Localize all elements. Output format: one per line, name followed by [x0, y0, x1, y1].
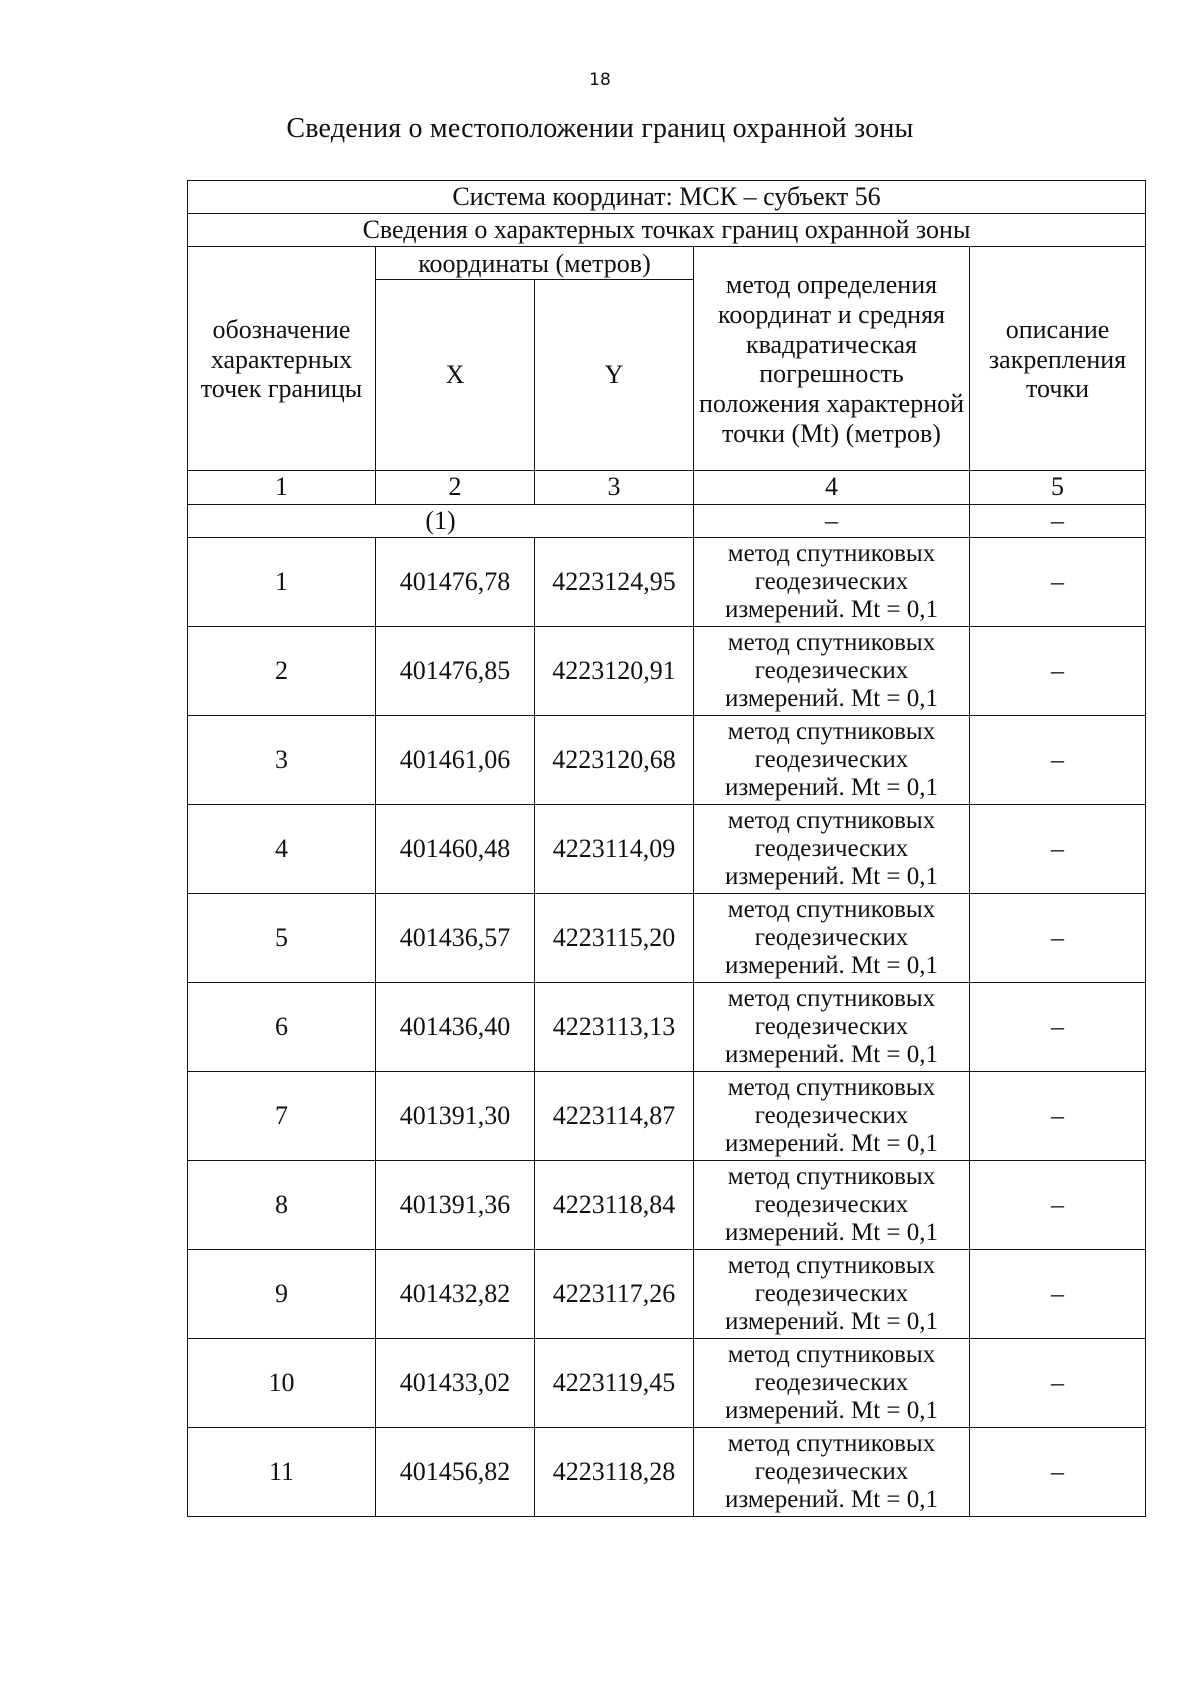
- table-row: [188, 715, 1146, 804]
- x-coordinate-cell: 401436,57: [376, 893, 535, 982]
- y-coordinate-cell: 4223118,28: [535, 1427, 694, 1516]
- point-number-cell: 5: [188, 893, 376, 982]
- description-cell: –: [970, 1249, 1146, 1338]
- boundary-points-table: [187, 180, 1146, 1517]
- point-number-cell: 1: [188, 537, 376, 626]
- method-cell: метод спутниковых геодезических измерений. Mt = 0,1: [694, 1249, 970, 1338]
- contour-description: –: [970, 504, 1146, 537]
- point-number-cell: 11: [188, 1427, 376, 1516]
- method-cell: метод спутниковых геодезических измерений. Mt = 0,1: [694, 715, 970, 804]
- y-coordinate-cell: 4223119,45: [535, 1338, 694, 1427]
- point-number-cell: 2: [188, 626, 376, 715]
- method-cell: метод спутниковых геодезических измерений. Mt = 0,1: [694, 1427, 970, 1516]
- description-cell: –: [970, 893, 1146, 982]
- description-cell: –: [970, 1427, 1146, 1516]
- header-description: описание закрепления точки: [970, 247, 1146, 471]
- point-number-cell: 6: [188, 982, 376, 1071]
- x-coordinate-cell: 401391,30: [376, 1071, 535, 1160]
- description-cell: –: [970, 1338, 1146, 1427]
- table-row: [188, 537, 1146, 626]
- point-number-cell: 9: [188, 1249, 376, 1338]
- table-row: [188, 626, 1146, 715]
- y-coordinate-cell: 4223124,95: [535, 537, 694, 626]
- header-designation: обозначение характерных точек границы: [188, 247, 376, 471]
- column-number: 1: [188, 470, 376, 504]
- y-coordinate-cell: 4223117,26: [535, 1249, 694, 1338]
- column-number: 4: [694, 470, 970, 504]
- page-number: 18: [589, 70, 611, 90]
- table-row: [188, 982, 1146, 1071]
- x-coordinate-cell: 401461,06: [376, 715, 535, 804]
- method-cell: метод спутниковых геодезических измерений. Mt = 0,1: [694, 1338, 970, 1427]
- point-number-cell: 10: [188, 1338, 376, 1427]
- point-number-cell: 7: [188, 1071, 376, 1160]
- x-coordinate-cell: 401432,82: [376, 1249, 535, 1338]
- point-number-cell: 4: [188, 804, 376, 893]
- method-cell: метод спутниковых геодезических измерений. Mt = 0,1: [694, 982, 970, 1071]
- table-row: [188, 1427, 1146, 1516]
- header-method: метод определения координат и средняя квадратическая погрешность положения характерной точки (Mt) (метров): [694, 247, 970, 471]
- y-coordinate-cell: 4223115,20: [535, 893, 694, 982]
- contour-label: (1): [188, 504, 694, 537]
- description-cell: –: [970, 715, 1146, 804]
- header-y: Y: [535, 279, 694, 470]
- method-cell: метод спутниковых геодезических измерений. Mt = 0,1: [694, 893, 970, 982]
- header-coordinates: координаты (метров): [376, 247, 694, 280]
- table-row: [188, 1338, 1146, 1427]
- y-coordinate-cell: 4223114,09: [535, 804, 694, 893]
- y-coordinate-cell: 4223120,68: [535, 715, 694, 804]
- column-number: 2: [376, 470, 535, 504]
- x-coordinate-cell: 401433,02: [376, 1338, 535, 1427]
- point-number-cell: 8: [188, 1160, 376, 1249]
- table-row: [188, 804, 1146, 893]
- x-coordinate-cell: 401436,40: [376, 982, 535, 1071]
- description-cell: –: [970, 626, 1146, 715]
- method-cell: метод спутниковых геодезических измерений. Mt = 0,1: [694, 537, 970, 626]
- table-row: [188, 1071, 1146, 1160]
- x-coordinate-cell: 401391,36: [376, 1160, 535, 1249]
- table-row: [188, 1249, 1146, 1338]
- contour-method: –: [694, 504, 970, 537]
- column-number: 3: [535, 470, 694, 504]
- y-coordinate-cell: 4223114,87: [535, 1071, 694, 1160]
- point-number-cell: 3: [188, 715, 376, 804]
- coordinate-system-caption: Система координат: МСК – субъект 56: [188, 181, 1146, 214]
- method-cell: метод спутниковых геодезических измерений. Mt = 0,1: [694, 626, 970, 715]
- description-cell: –: [970, 982, 1146, 1071]
- y-coordinate-cell: 4223113,13: [535, 982, 694, 1071]
- x-coordinate-cell: 401476,85: [376, 626, 535, 715]
- method-cell: метод спутниковых геодезических измерений. Mt = 0,1: [694, 1160, 970, 1249]
- header-x: X: [376, 279, 535, 470]
- description-cell: –: [970, 804, 1146, 893]
- x-coordinate-cell: 401476,78: [376, 537, 535, 626]
- description-cell: –: [970, 1071, 1146, 1160]
- table-row: [188, 893, 1146, 982]
- column-number: 5: [970, 470, 1146, 504]
- document-title: Сведения о местоположении границ охранной зоны: [286, 113, 914, 144]
- method-cell: метод спутниковых геодезических измерений. Mt = 0,1: [694, 804, 970, 893]
- description-cell: –: [970, 537, 1146, 626]
- x-coordinate-cell: 401456,82: [376, 1427, 535, 1516]
- y-coordinate-cell: 4223120,91: [535, 626, 694, 715]
- description-cell: –: [970, 1160, 1146, 1249]
- x-coordinate-cell: 401460,48: [376, 804, 535, 893]
- table-row: [188, 1160, 1146, 1249]
- y-coordinate-cell: 4223118,84: [535, 1160, 694, 1249]
- method-cell: метод спутниковых геодезических измерений. Mt = 0,1: [694, 1071, 970, 1160]
- points-info-caption: Сведения о характерных точках границ охранной зоны: [188, 214, 1146, 247]
